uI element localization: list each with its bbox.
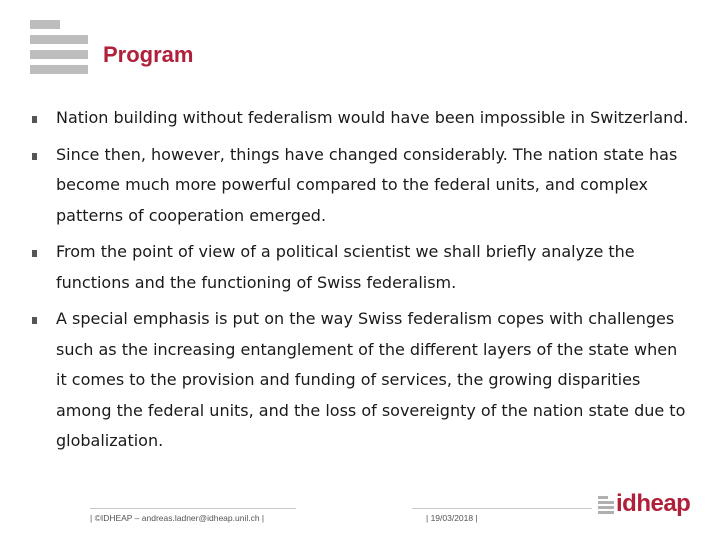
bullet-marker-icon — [32, 250, 37, 257]
bullet-item — [32, 304, 692, 457]
bullet-item — [32, 237, 692, 298]
footer-divider — [90, 508, 296, 509]
idheap-logo — [598, 490, 691, 522]
logo-wordmark: idheap — [616, 490, 691, 517]
slide-title: Program — [103, 42, 194, 67]
footer-credit: | ©IDHEAP – andreas.ladner@idheap.unil.ch | — [90, 513, 265, 523]
bullet-list — [32, 103, 692, 463]
logo-stripes-icon — [598, 496, 616, 516]
footer-divider — [412, 508, 592, 509]
bullet-text: A special emphasis is put on the way Swiss federalism copes with challenges such as the increasing entanglement of the different layers of the state when it comes to the provision and funding of services, the growing disparities among the federal units, and the loss of sovereignty of the nation state due to globalization. — [56, 309, 686, 450]
bullet-marker-icon — [32, 116, 37, 123]
bullet-item — [32, 140, 692, 232]
bullet-marker-icon — [32, 317, 37, 324]
bullet-item — [32, 103, 692, 134]
bullet-text: Since then, however, things have changed considerably. The nation state has become much more powerful compared to the federal units, and complex patterns of cooperation emerged. — [56, 144, 678, 225]
bullet-marker-icon — [32, 153, 37, 160]
bullet-text: From the point of view of a political scientist we shall briefly analyze the functions and the functioning of Swiss federalism. — [56, 242, 635, 292]
footer-date: | 19/03/2018 | — [426, 513, 478, 523]
header-decor-bars-icon — [30, 20, 88, 76]
bullet-text: Nation building without federalism would have been impossible in Switzerland. — [56, 108, 689, 127]
